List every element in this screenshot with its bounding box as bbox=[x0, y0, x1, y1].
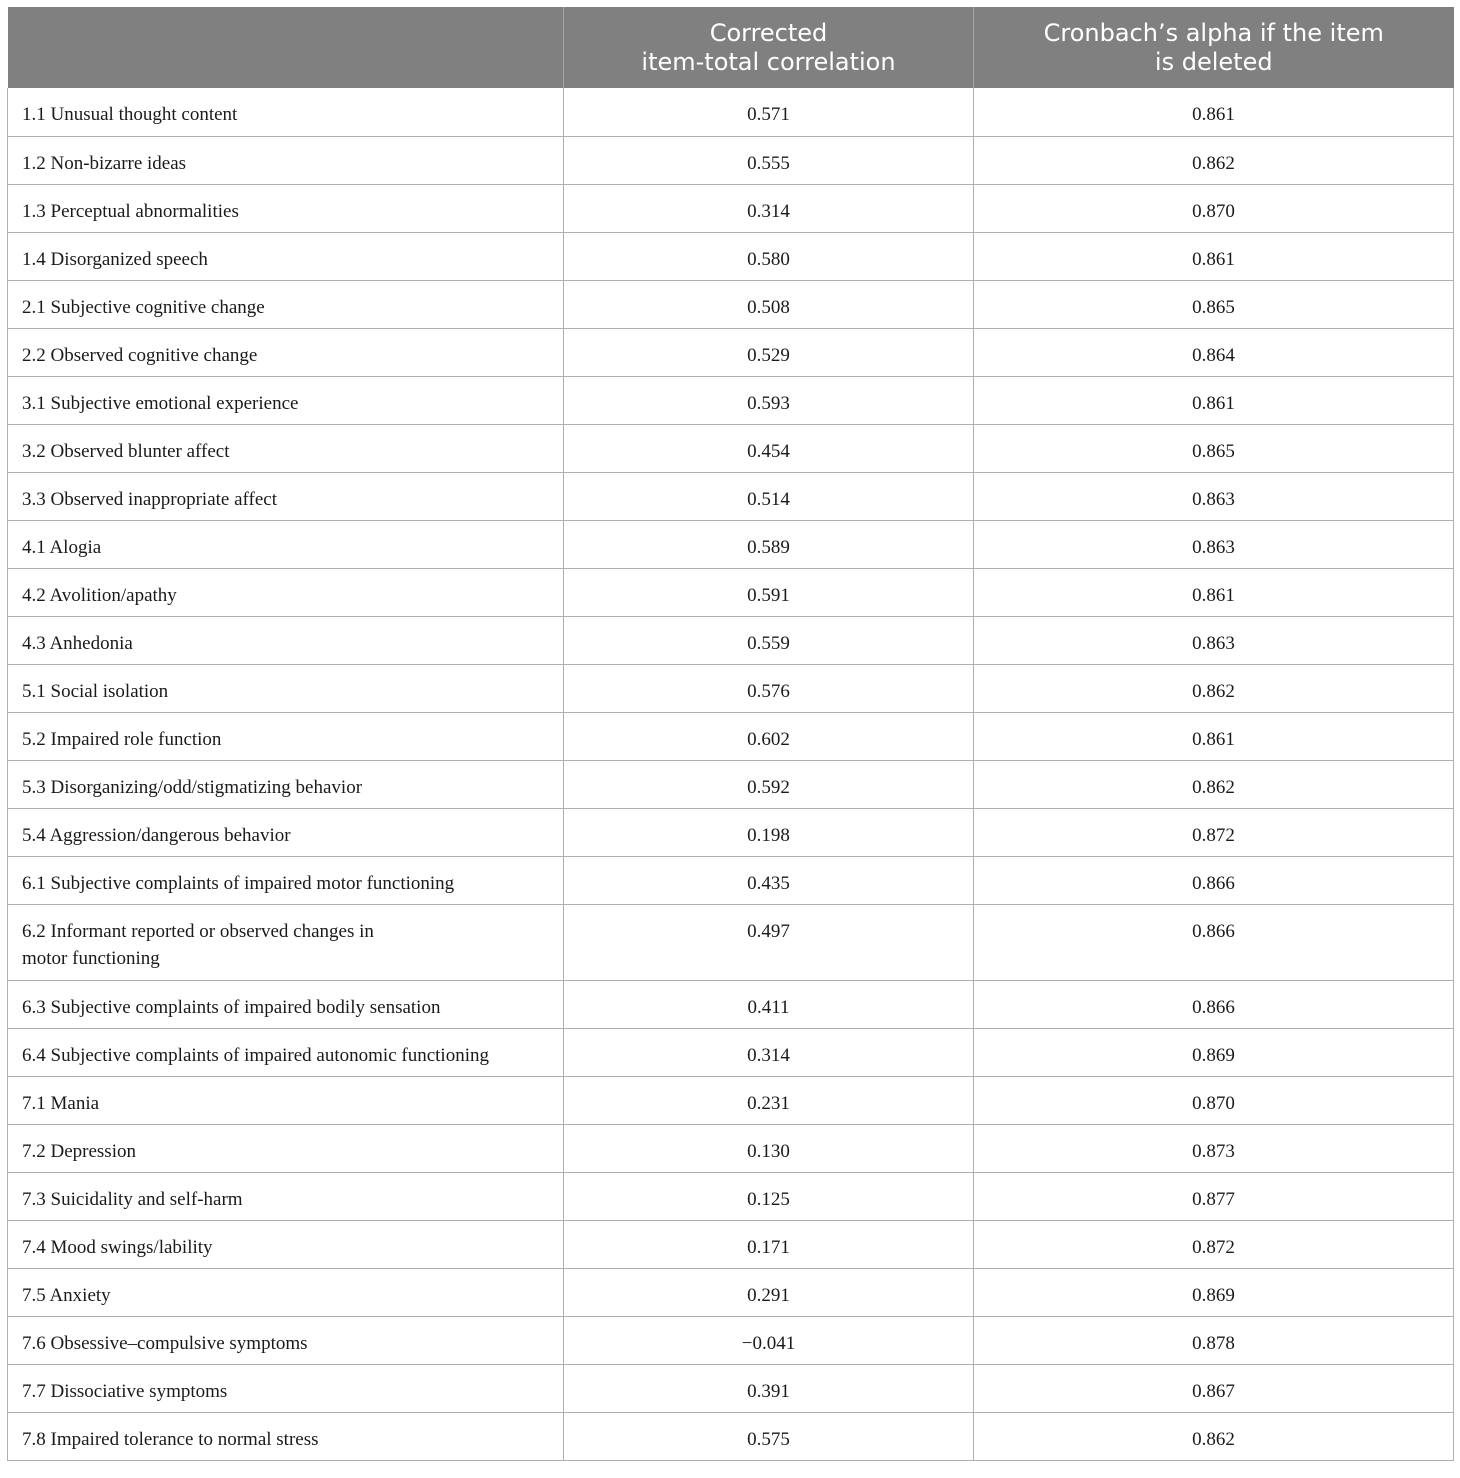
table-row bbox=[8, 616, 1454, 664]
correlation-cell: 0.508 bbox=[564, 280, 974, 328]
item-cell: 5.1 Social isolation bbox=[8, 664, 564, 712]
correlation-cell: 0.576 bbox=[564, 664, 974, 712]
alpha-cell: 0.863 bbox=[974, 472, 1454, 520]
reliability-table bbox=[7, 7, 1454, 1461]
item-cell: 1.3 Perceptual abnormalities bbox=[8, 184, 564, 232]
alpha-cell: 0.862 bbox=[974, 136, 1454, 184]
correlation-cell: 0.314 bbox=[564, 1028, 974, 1076]
item-cell: 7.3 Suicidality and self-harm bbox=[8, 1172, 564, 1220]
correlation-cell: 0.435 bbox=[564, 856, 974, 904]
alpha-cell: 0.872 bbox=[974, 808, 1454, 856]
correlation-cell: 0.411 bbox=[564, 980, 974, 1028]
item-cell: 1.1 Unusual thought content bbox=[8, 88, 564, 136]
correlation-cell: 0.571 bbox=[564, 88, 974, 136]
table-row bbox=[8, 760, 1454, 808]
correlation-cell: 0.291 bbox=[564, 1268, 974, 1316]
alpha-cell: 0.861 bbox=[974, 568, 1454, 616]
table-row bbox=[8, 136, 1454, 184]
header-item bbox=[8, 7, 564, 88]
item-cell: 7.2 Depression bbox=[8, 1124, 564, 1172]
alpha-cell: 0.865 bbox=[974, 424, 1454, 472]
alpha-cell: 0.866 bbox=[974, 980, 1454, 1028]
item-cell: 3.1 Subjective emotional experience bbox=[8, 376, 564, 424]
correlation-cell: 0.391 bbox=[564, 1364, 974, 1412]
alpha-cell: 0.869 bbox=[974, 1028, 1454, 1076]
table-row bbox=[8, 1028, 1454, 1076]
alpha-cell: 0.865 bbox=[974, 280, 1454, 328]
reliability-table-container bbox=[7, 7, 1453, 1461]
table-row bbox=[8, 1220, 1454, 1268]
item-cell: 2.1 Subjective cognitive change bbox=[8, 280, 564, 328]
item-cell: 7.5 Anxiety bbox=[8, 1268, 564, 1316]
correlation-cell: 0.454 bbox=[564, 424, 974, 472]
correlation-cell: 0.602 bbox=[564, 712, 974, 760]
table-row bbox=[8, 280, 1454, 328]
table-row bbox=[8, 472, 1454, 520]
item-cell: 7.4 Mood swings/lability bbox=[8, 1220, 564, 1268]
correlation-cell: 0.591 bbox=[564, 568, 974, 616]
table-row bbox=[8, 424, 1454, 472]
table-row bbox=[8, 88, 1454, 136]
item-cell: 3.2 Observed blunter affect bbox=[8, 424, 564, 472]
table-row bbox=[8, 328, 1454, 376]
correlation-cell: −0.041 bbox=[564, 1316, 974, 1364]
correlation-cell: 0.555 bbox=[564, 136, 974, 184]
table-row bbox=[8, 1316, 1454, 1364]
item-cell: 7.6 Obsessive–compulsive symptoms bbox=[8, 1316, 564, 1364]
correlation-cell: 0.497 bbox=[564, 904, 974, 980]
item-cell: 7.1 Mania bbox=[8, 1076, 564, 1124]
correlation-cell: 0.580 bbox=[564, 232, 974, 280]
alpha-cell: 0.862 bbox=[974, 1412, 1454, 1460]
item-cell: 6.4 Subjective complaints of impaired autonomic functioning bbox=[8, 1028, 564, 1076]
table-body bbox=[8, 88, 1454, 1460]
table-row bbox=[8, 1364, 1454, 1412]
alpha-cell: 0.863 bbox=[974, 616, 1454, 664]
alpha-cell: 0.866 bbox=[974, 904, 1454, 980]
table-row bbox=[8, 808, 1454, 856]
item-cell: 1.4 Disorganized speech bbox=[8, 232, 564, 280]
table-row bbox=[8, 376, 1454, 424]
item-cell: 4.1 Alogia bbox=[8, 520, 564, 568]
item-cell: 6.2 Informant reported or observed changes in motor functioning bbox=[8, 904, 564, 980]
correlation-cell: 0.514 bbox=[564, 472, 974, 520]
item-cell: 4.3 Anhedonia bbox=[8, 616, 564, 664]
alpha-cell: 0.862 bbox=[974, 664, 1454, 712]
correlation-cell: 0.198 bbox=[564, 808, 974, 856]
alpha-cell: 0.863 bbox=[974, 520, 1454, 568]
table-row bbox=[8, 1268, 1454, 1316]
alpha-cell: 0.866 bbox=[974, 856, 1454, 904]
item-cell: 7.8 Impaired tolerance to normal stress bbox=[8, 1412, 564, 1460]
table-row bbox=[8, 856, 1454, 904]
alpha-cell: 0.877 bbox=[974, 1172, 1454, 1220]
correlation-cell: 0.171 bbox=[564, 1220, 974, 1268]
alpha-cell: 0.862 bbox=[974, 760, 1454, 808]
table-row bbox=[8, 980, 1454, 1028]
item-cell: 1.2 Non-bizarre ideas bbox=[8, 136, 564, 184]
alpha-cell: 0.872 bbox=[974, 1220, 1454, 1268]
item-cell: 5.3 Disorganizing/odd/stigmatizing behavior bbox=[8, 760, 564, 808]
correlation-cell: 0.529 bbox=[564, 328, 974, 376]
item-cell: 2.2 Observed cognitive change bbox=[8, 328, 564, 376]
correlation-cell: 0.575 bbox=[564, 1412, 974, 1460]
table-header bbox=[8, 7, 1454, 88]
correlation-cell: 0.130 bbox=[564, 1124, 974, 1172]
table-row bbox=[8, 520, 1454, 568]
item-cell: 6.1 Subjective complaints of impaired motor functioning bbox=[8, 856, 564, 904]
correlation-cell: 0.593 bbox=[564, 376, 974, 424]
alpha-cell: 0.861 bbox=[974, 712, 1454, 760]
table-row bbox=[8, 664, 1454, 712]
correlation-cell: 0.559 bbox=[564, 616, 974, 664]
table-row bbox=[8, 904, 1454, 980]
header-alpha bbox=[974, 7, 1454, 88]
alpha-cell: 0.861 bbox=[974, 376, 1454, 424]
item-cell: 4.2 Avolition/apathy bbox=[8, 568, 564, 616]
correlation-cell: 0.589 bbox=[564, 520, 974, 568]
table-row bbox=[8, 1412, 1454, 1460]
correlation-cell: 0.125 bbox=[564, 1172, 974, 1220]
header-correlation bbox=[564, 7, 974, 88]
header-row bbox=[8, 7, 1454, 88]
alpha-cell: 0.861 bbox=[974, 232, 1454, 280]
correlation-cell: 0.314 bbox=[564, 184, 974, 232]
alpha-cell: 0.878 bbox=[974, 1316, 1454, 1364]
alpha-cell: 0.867 bbox=[974, 1364, 1454, 1412]
alpha-cell: 0.864 bbox=[974, 328, 1454, 376]
correlation-cell: 0.231 bbox=[564, 1076, 974, 1124]
table-row bbox=[8, 1172, 1454, 1220]
alpha-cell: 0.869 bbox=[974, 1268, 1454, 1316]
item-cell: 5.4 Aggression/dangerous behavior bbox=[8, 808, 564, 856]
correlation-cell: 0.592 bbox=[564, 760, 974, 808]
alpha-cell: 0.870 bbox=[974, 184, 1454, 232]
header-correlation-label: Corrected item-total correlation bbox=[641, 18, 896, 76]
item-cell: 5.2 Impaired role function bbox=[8, 712, 564, 760]
table-row bbox=[8, 232, 1454, 280]
header-alpha-label: Cronbach’s alpha if the item is deleted bbox=[1043, 18, 1384, 76]
item-cell: 3.3 Observed inappropriate affect bbox=[8, 472, 564, 520]
item-cell: 6.3 Subjective complaints of impaired bodily sensation bbox=[8, 980, 564, 1028]
table-row bbox=[8, 568, 1454, 616]
item-cell: 7.7 Dissociative symptoms bbox=[8, 1364, 564, 1412]
table-row bbox=[8, 1124, 1454, 1172]
alpha-cell: 0.870 bbox=[974, 1076, 1454, 1124]
table-row bbox=[8, 1076, 1454, 1124]
alpha-cell: 0.861 bbox=[974, 88, 1454, 136]
table-row bbox=[8, 712, 1454, 760]
table-row bbox=[8, 184, 1454, 232]
alpha-cell: 0.873 bbox=[974, 1124, 1454, 1172]
